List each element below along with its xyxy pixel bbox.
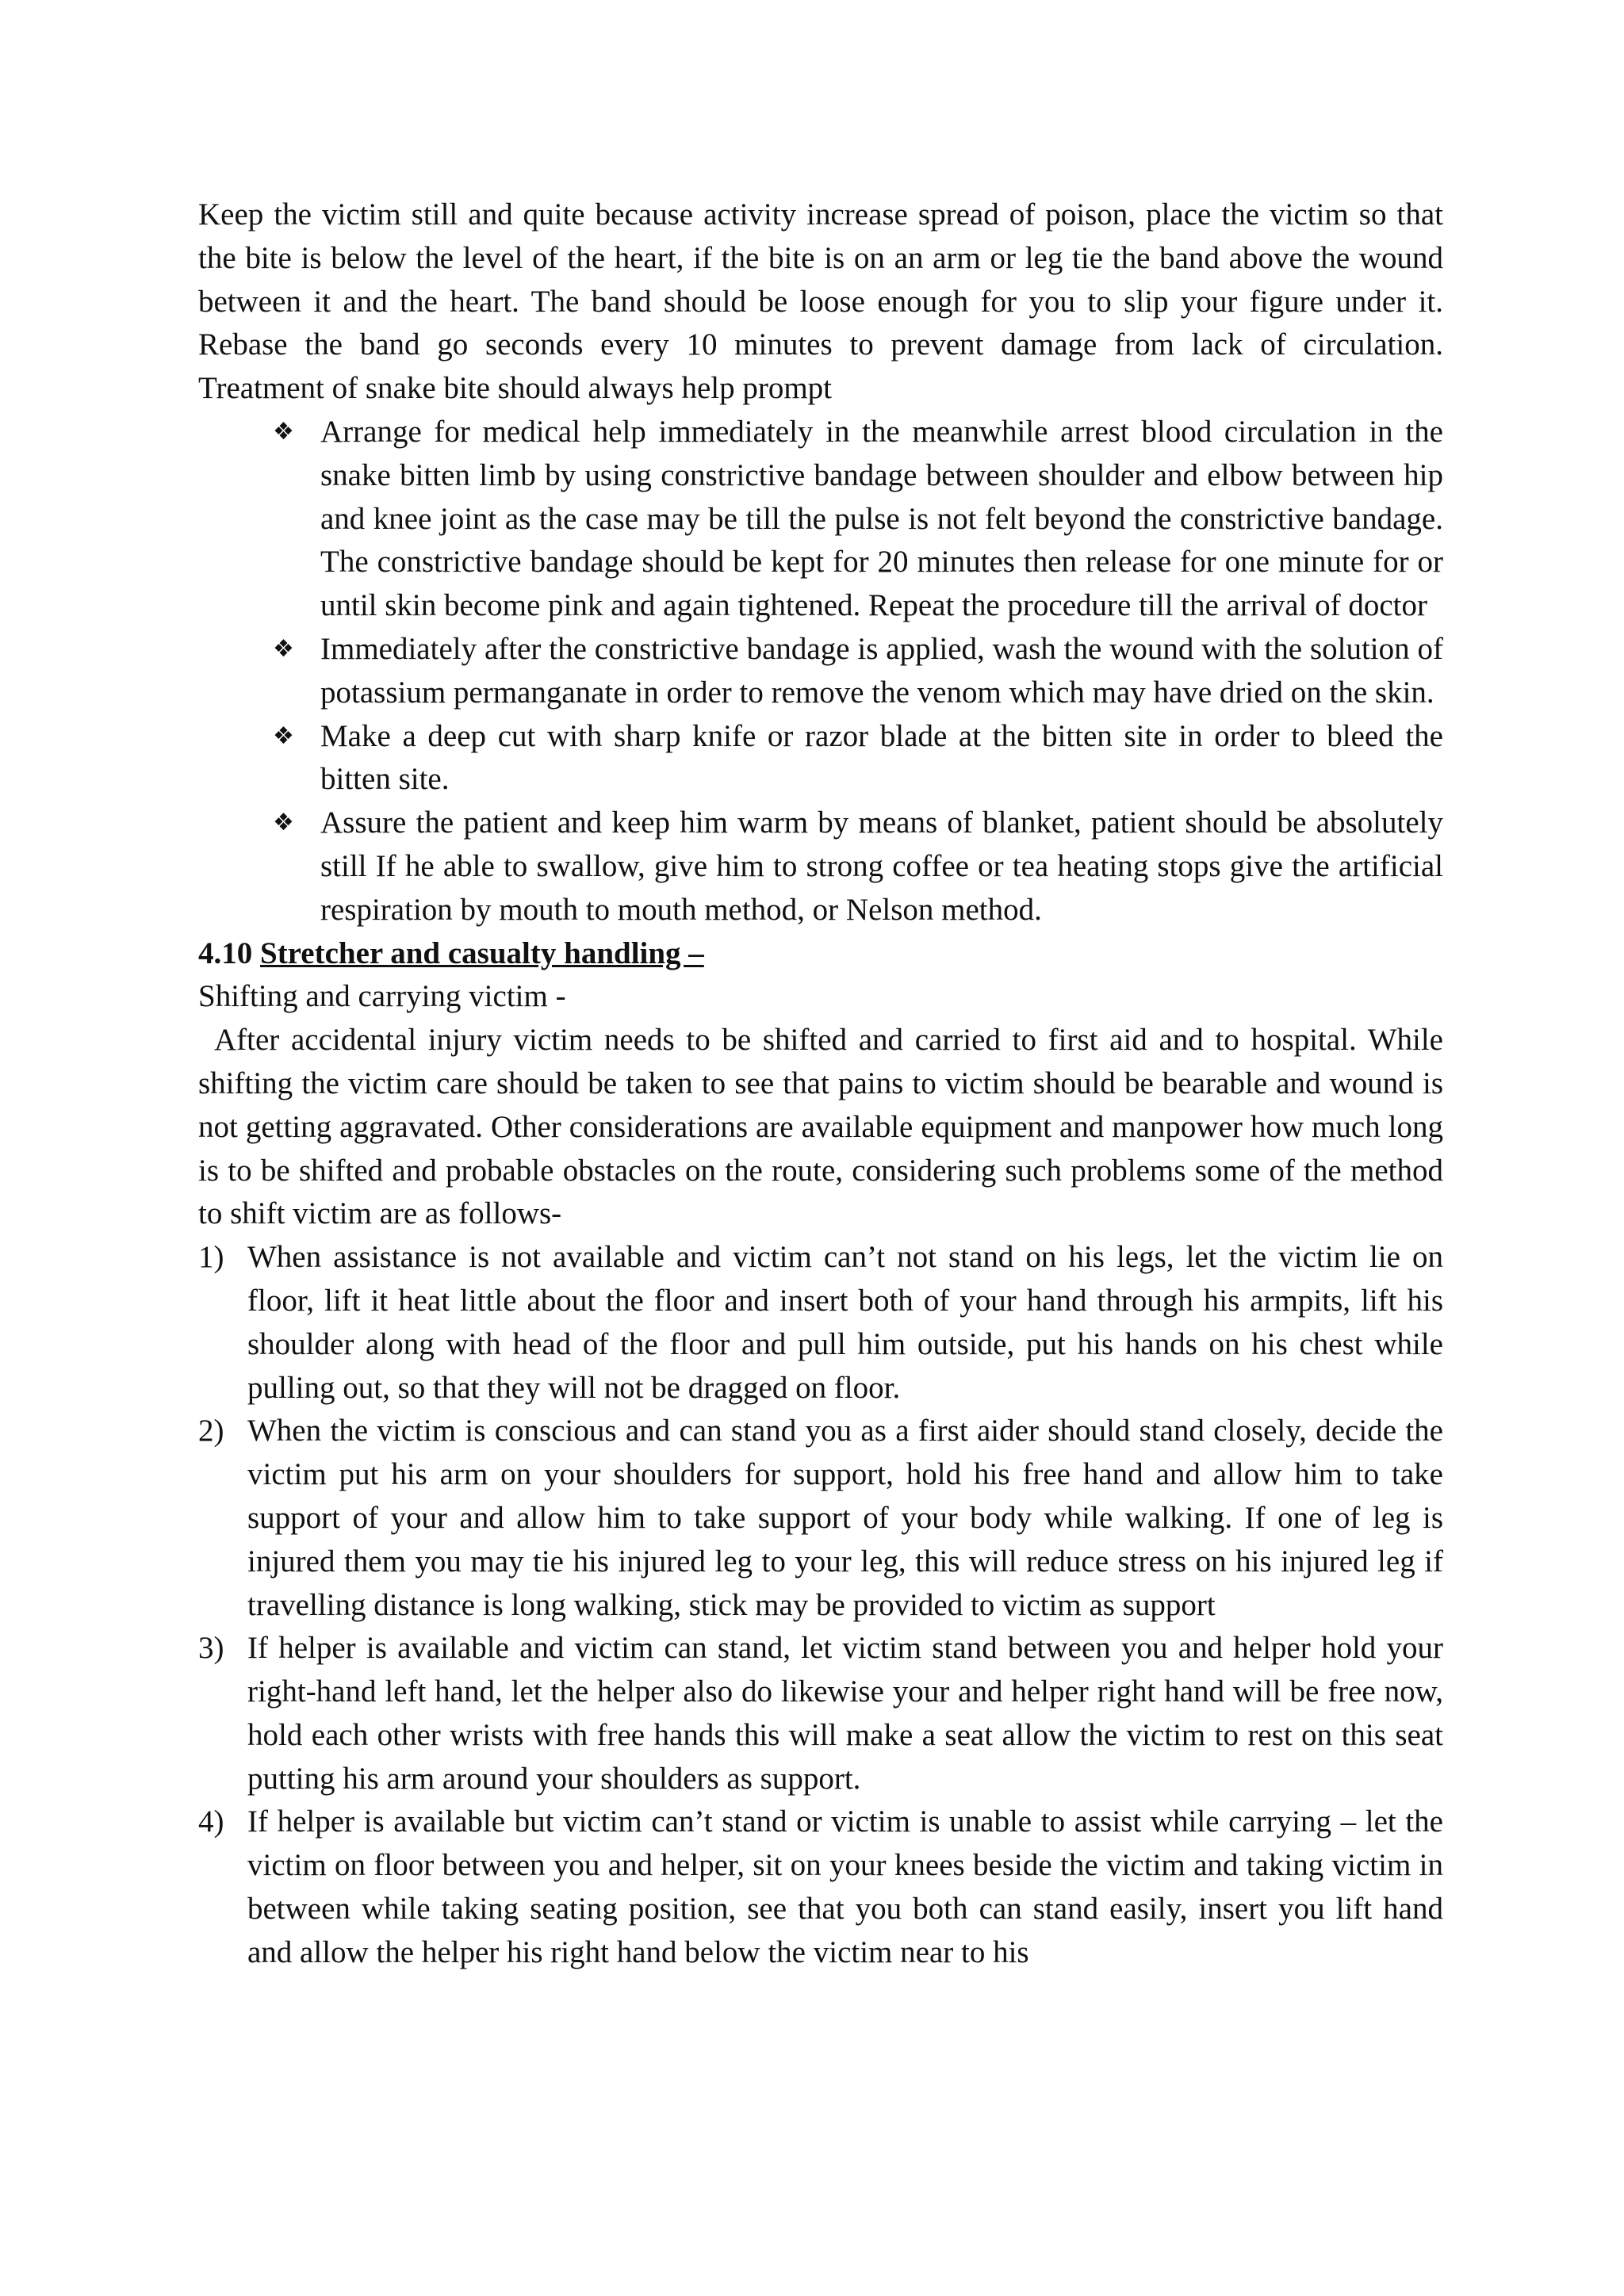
item-text: If helper is available but victim can’t stand or victim is unable to assist while carrying – let the victim on floor between you and helper, sit on your knees beside the victim and taking victim in between while taking seating position, see that you both can stand easily, insert you lift hand and allow the helper his right hand below the victim near to his bbox=[247, 1804, 1443, 1969]
sub-heading: Shifting and carrying victim - bbox=[198, 979, 566, 1014]
bullet-item bbox=[273, 802, 1443, 932]
item-number: 4) bbox=[198, 1804, 224, 1839]
method-numbered-list bbox=[198, 1236, 1443, 1975]
bullet-item bbox=[273, 715, 1443, 802]
bullet-item bbox=[273, 628, 1443, 715]
bullet-text: Arrange for medical help immediately in the meanwhile arrest blood circulation in the snake bitten limb by using constrictive bandage between shoulder and elbow between hip and knee joint as the case may be till the pulse is not felt beyond the constrictive bandage. The constrictive bandage should be kept for 20 minutes then release for one minute for or until skin become pink and again tightened. Repeat the procedure till the arrival of doctor bbox=[320, 414, 1443, 623]
numbered-item bbox=[198, 1236, 1443, 1410]
numbered-item bbox=[198, 1627, 1443, 1800]
item-number: 1) bbox=[198, 1240, 224, 1275]
diamond-bullet-icon: ❖ bbox=[273, 634, 294, 663]
section-heading bbox=[198, 932, 1443, 976]
diamond-bullet-icon: ❖ bbox=[273, 809, 294, 837]
numbered-item bbox=[198, 1410, 1443, 1627]
bullet-text: Immediately after the constrictive bandage is applied, wash the wound with the solution of potassium permanganate in order to remove the venom which may have dried on the skin. bbox=[320, 631, 1443, 710]
item-number: 2) bbox=[198, 1414, 224, 1448]
item-text: If helper is available and victim can stand, let victim stand between you and helper hold your right-hand left hand, let the helper also do likewise your and helper right hand will be free now, hold each other wrists with free hands this will make a seat allow the victim to rest on this seat putting his arm around your shoulders as support. bbox=[247, 1631, 1443, 1796]
diamond-bullet-icon: ❖ bbox=[273, 417, 294, 446]
section-intro-paragraph: After accidental injury victim needs to be shifted and carried to first aid and to hospital. While shifting the victim care should be taken to see that pains to victim should be bearable and wound is not getting aggravated. Other considerations are available equipment and manpower how much long is to be shifted and probable obstacles on the route, considering such problems some of the method to shift victim are as follows- bbox=[198, 1023, 1443, 1231]
numbered-item bbox=[198, 1800, 1443, 1974]
treatment-bullet-list bbox=[198, 411, 1443, 932]
section-number: 4.10 bbox=[198, 936, 253, 970]
item-text: When assistance is not available and victim can’t not stand on his legs, let the victim lie on floor, lift it heat little about the floor and insert both of your hand through his armpits, lift his shoulder along with head of the floor and pull him outside, put his hands on his chest while pulling out, so that they will not be dragged on floor. bbox=[247, 1240, 1443, 1405]
bullet-text: Assure the patient and keep him warm by means of blanket, patient should be absolutely still If he able to swallow, give him to strong coffee or tea heating stops give the artificial respiration by mouth to mouth method, or Nelson method. bbox=[320, 806, 1443, 927]
diamond-bullet-icon: ❖ bbox=[273, 721, 294, 750]
bullet-text: Make a deep cut with sharp knife or razor blade at the bitten site in order to bleed the bitten site. bbox=[320, 718, 1443, 797]
item-number: 3) bbox=[198, 1631, 224, 1666]
intro-paragraph: Keep the victim still and quite because activity increase spread of poison, place the victim so that the bite is below the level of the heart, if the bite is on an arm or leg tie the band above the wound between it and the heart. The band should be loose enough for you to slip your figure under it. Rebase the band go seconds every 10 minutes to prevent damage from lack of circulation. Treatment of snake bite should always help prompt bbox=[198, 197, 1443, 406]
section-title: Stretcher and casualty handling – bbox=[260, 936, 704, 970]
bullet-item bbox=[273, 411, 1443, 628]
item-text: When the victim is conscious and can stand you as a first aider should stand closely, decide the victim put his arm on your shoulders for support, hold his free hand and allow him to take support of your and allow him to take support of your body while walking. If one of leg is injured them you may tie his injured leg to your leg, this will reduce stress on his injured leg if travelling distance is long walking, stick may be provided to victim as support bbox=[247, 1414, 1443, 1622]
